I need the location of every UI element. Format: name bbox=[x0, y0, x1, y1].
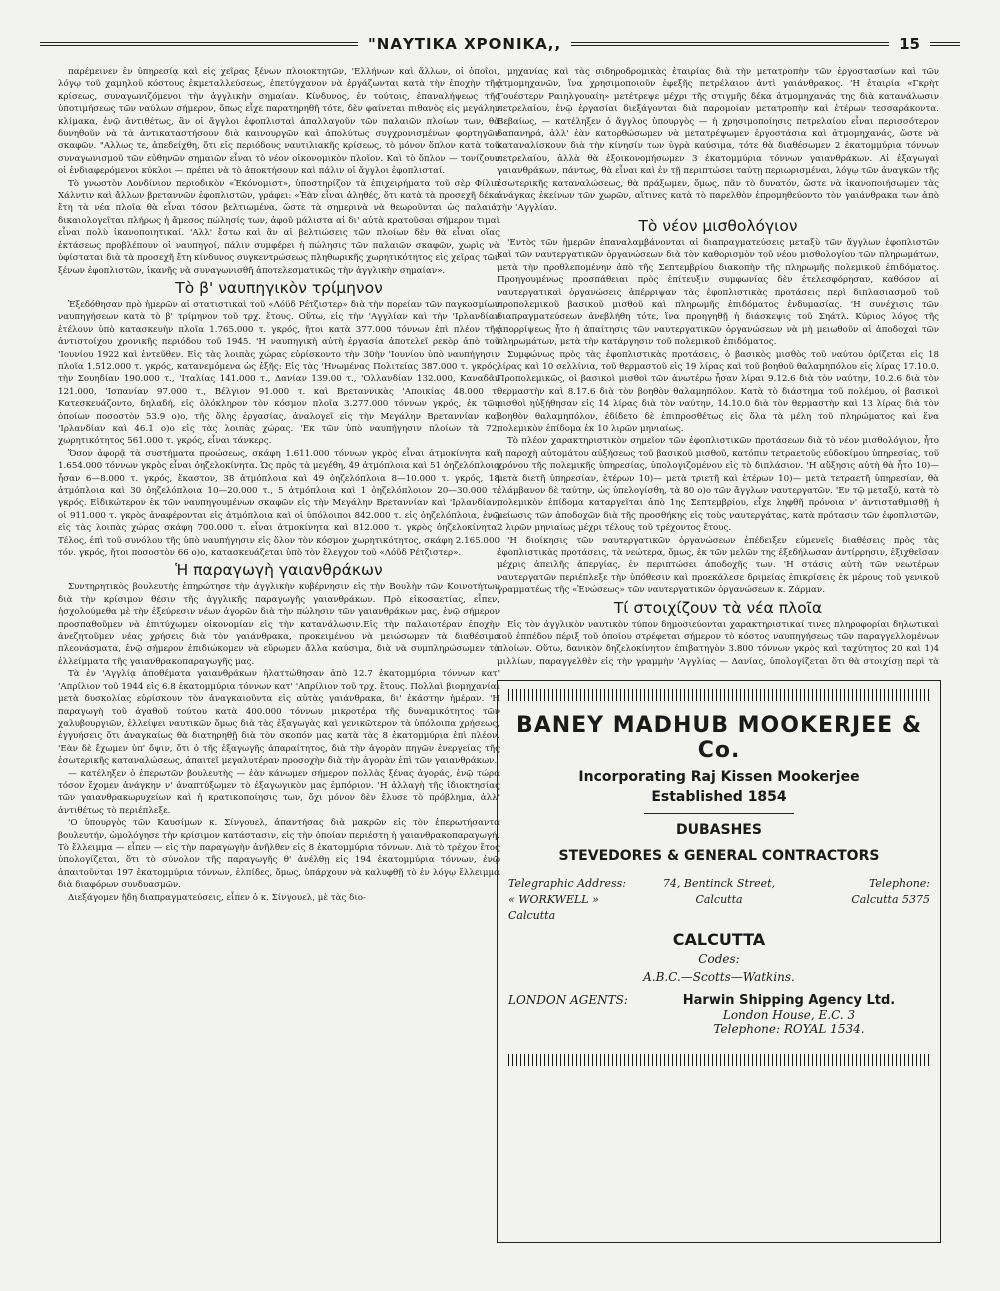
ad-codes-value: A.B.C.—Scotts—Watkins. bbox=[643, 970, 795, 984]
article-paragraph: 'Ο ὑπουργὸς τῶν Καυσίμων κ. Σίνγουελ, ἀπαντήσας διὰ μακρῶν εἰς τὸν ἐπερωτήσαντα βουλευτήν, ὡμολόγησε τὴν κρίσιμον κατάστασιν, εἰς τὴν ὁποίαν περιέστη ἡ γαιανθρακοπαραγωγή. Τὸ ἔλλειμμα — εἶπεν — εἰς τὴν παραγωγὴν ἀνῆλθεν εἰς 8 ἑκατομμύρια τόννων. Διὰ τὸ τρέχον ἔτος ὑπολογίζεται, ὅτι τὸ σύνολον τῆς παραγωγῆς θ' ἀνέλθῃ εἰς 194 ἑκατομμύρια τόννων, ἐνῷ ἀπαιτοῦνται 197 ἑκατομμύρια τόννων, ἐλπίδες, ὅμως, ὑπάρχουν νὰ καλυφθῇ τὸ ἐν λόγῳ ἔλλειμμα διὰ διαφόρων συνδυασμῶν. bbox=[58, 818, 500, 891]
ad-street-address: 74, Bentinck Street, bbox=[662, 877, 776, 890]
article-paragraph: Τὰ ἐν 'Αγγλίᾳ ἀποθέματα γαιανθράκων ἠλαττώθησαν ἀπὸ 12.7 ἑκατομμύρια τόννων κατ' 'Απρίλιον τοῦ 1944 εἰς 6.8 ἑκατομμύρια τόννων κατ' 'Απρίλιον τοῦ τρχ. ἔτους. Πολλαὶ βιομηχανίαι μετὰ δυσκολίας εὑρίσκουν τὸν ἀναγκαιοῦντα εἰς αὐτὰς γαιάνθρακα, δι' ἑκάστην ἡμέραν. 'Η παραγωγὴ τοῦ ἀγαθοῦ τούτου κατὰ 400.000 τόννων μικροτέρα τῆς δυναμικότητος τῶν χαλυβουργιῶν, ἐλλείψει ναυτικῶν ὅμως διὰ τὰς ἐξαγωγὰς καὶ γενικῶτερον τὰ ὑπόλοιπα χρήσεως, ἐγγυήσεις ὅτι ἀναγκαίως θὰ διατηρηθῇ διὰ τὸν σκοπόν μας κατὰ τὰς 8 ἑκατομμύρια ἐπὶ πλέον. 'Εὰν δὲ ἔχωμεν ὑπ' ὄψιν, ὅτι ὁ τῆς ἐξαγωγῆς ἀπαραίτητος, διὰ τὴν ἀγορὰν πηγῶν ἐνεργείας τῆς ἐσωτερικῆς καταναλώσεως, ἀπαιτεῖ μεγαλυτέραν προσοχὴν διὰ τὴν ἀγορὰν ἐπὶ τῶν γαιανθράκων. bbox=[58, 669, 500, 767]
ad-agents-name: Harwin Shipping Agency Ltd. bbox=[682, 993, 896, 1008]
header-rule-end bbox=[930, 42, 960, 46]
ad-codes-label: Codes: bbox=[698, 952, 740, 966]
ad-established: Established 1854 bbox=[651, 789, 787, 805]
publication-title: "ΝΑΥΤΙΚΑ ΧΡΟΝΙΚΑ,, bbox=[367, 35, 562, 53]
header-rule-left bbox=[40, 42, 358, 46]
ad-divider bbox=[644, 813, 794, 814]
ad-telephone bbox=[789, 876, 930, 924]
ad-hatch-bottom bbox=[508, 1054, 930, 1066]
ad-telephone-value: Calcutta 5375 bbox=[851, 893, 931, 906]
ad-contact-row bbox=[508, 876, 930, 924]
section-heading-wages: Τὸ νέον μισθολόγιον bbox=[638, 216, 798, 235]
article-paragraph: Συμφώνως πρὸς τὰς ἐφοπλιστικὰς προτάσεις, ὁ βασικὸς μισθὸς τοῦ ναύτου ὁρίζεται εἰς 18 λίρας καὶ 10 σελλίνια, τοῦ θερμαστοῦ εἰς 19 λίρας καὶ τοῦ βοηθοῦ θαλαμηπόλου εἰς λίρας 17.10.0. Προπολεμικῶς, οἱ βασικοὶ μισθοὶ τῶν ἀνωτέρω ἦσαν λίραι 9.12.6 διὰ τὸν ναύτην, 10.2.6 διὰ τὸν θερμαστὴν καὶ 8.17.6 διὰ τὸν βοηθὸν θαλαμηπόλον. Κατὰ τὸ διάστημα τοῦ πολέμου, οἱ βασικοὶ μισθοὶ ηὐξήθησαν εἰς 14 λίρας διὰ τὸν ναύτην, 14.10.0 διὰ τὸν θερμαστὴν καὶ 13 λίρας διὰ τὸν βοηθὸν θαλαμηπόλον, ἐδίδετο δὲ ἐπιπροσθέτως εἰς ὅλα τὰ μέλη τοῦ πληρώματος καὶ ἕνα πολεμικὸν ἐπίδομα ἐκ 10 λιρῶν μηνιαίως. bbox=[497, 349, 939, 434]
article-paragraph: — κατέληξεν ὁ ἐπερωτῶν βουλευτὴς — ἐὰν κάνωμεν σήμερον πολλὰς ξένας ἀγοράς, ἐνῷ τώρα τόσον ἔχομεν ἀνάγκην ν' ἀναπτύξωμεν τὸ ἐξαγωγικὸν μας ἐμπόριον. 'Η ἀλλαγὴ τῆς ἰδιοκτησίας τῶν γαιανθρακωρυχείων καὶ ἡ κρατικοποίησις των, ὄχι μόνον δὲν ἔλυσε τὸ πρόβλημα, ἀλλ' ἀντιθέτως τὸ περιέπλεξε. bbox=[58, 768, 500, 816]
article-paragraph: 'Η διοίκησις τῶν ναυτεργατικῶν ὀργανώσεων ἐπέδειξεν εὐμενεῖς διαθέσεις πρὸς τὰς ἐφοπλιστικὰς προτάσεις, τὰ νεώτερα, ὅμως, ἐκ τῶν μελῶν της ἐξεδήλωσαν ἀντίρρησιν, ἐξιχθεῖσαν μέχρις ἀπειλῆς ἀπεργίας, ἐν περιπτώσει ἀποδοχῆς των. 'Η στάσις αὐτὴ τῶν νεωτέρων ναυτεργατῶν περιέπλεξε τὴν ὑπόθεσιν καὶ προεκάλεσε δριμείας ἐπικρίσεις ἐκ μέρους τοῦ γενικοῦ γραμματέως τῆς «Ἐνώσεως» τῶν ναυτεργατικῶν ὀργανώσεων κ. Ζάρμαν. bbox=[497, 535, 939, 596]
ad-agents-row bbox=[508, 993, 930, 1036]
article-paragraph: 'Εντὸς τῶν ἡμερῶν ἐπαναλαμβάνονται αἱ διαπραγματεύσεις μεταξὺ τῶν ἄγγλων ἐφοπλιστῶν καὶ τῶν ναυτεργατικῶν ὀργανώσεων διὰ τὸν καθορισμὸν τοῦ νέου μισθολογίου τῶν πληρωμάτων, μετὰ τὴν προθλεπομένην ἀπὸ τῆς Σεπτεμβρίου διακοπὴν τῆς πληρωμῆς πολεμικοῦ ἐπιδόματος. Προηγουμένως προσπάθειαι πρὸς ἐπίτευξιν συμφωνίας δὲν ἐτελεσφόρησαν, καθόσον αἱ ναυτεργατικαὶ ὀργανώσεις ἀπέρριψαν τὰς ἐφοπλιστικὰς προτάσεις περὶ διπλασιασμοῦ τοῦ προπολεμικοῦ βασικοῦ μισθοῦ καὶ πληρωμῆς ἐπιδόματος ἐνδυμασίας. 'Η συνέχισις τῶν διαπραγματεύσεων ἀνεβλήθη τότε, ἵνα προηγηθῇ ἡ διάσκεψις τοῦ Σηάτλ. Κύριος λόγος τῆς ἀπορρίψεως ἦτο ἡ ἀπαίτησις τῶν ναυτεργατικῶν ὀργανώσεων νὰ μὴ μειωθοῦν αἱ ἀποδοχαὶ τῶν πληρωμάτων, μετὰ τὴν κατάργησιν τοῦ πολεμικοῦ ἐπιδόματος. bbox=[497, 237, 939, 348]
ad-street-city: Calcutta bbox=[695, 893, 743, 906]
ad-agents-details bbox=[648, 993, 930, 1036]
section-heading-shipbuilding: Τὸ β' ναυπηγικὸν τρίμηνον bbox=[175, 278, 383, 297]
ad-agents-address: London House, E.C. 3 bbox=[722, 1008, 856, 1022]
ad-telephone-label: Telephone: bbox=[868, 877, 931, 890]
article-paragraph: Ἐξεδόθησαν πρὸ ἡμερῶν αἱ στατιστικαὶ τοῦ «Λόϋδ Ρέτζιστερ» διὰ τὴν πορείαν τῶν παγκοσμίων ναυπηγήσεων κατὰ τὸ β' τρίμηνον τοῦ τρχ. ἔτους. Οὕτω, εἰς τὴν 'Αγγλίαν καὶ τὴν 'Ιρλανδίαν ἐτέλουν ὑπὸ κατασκευὴν πλοῖα 1.765.000 τ. γκρός, ἤτοι κατὰ 377.000 τόννων ἐπὶ πλέον τῆς ἀντιστοίχου χρονικῆς περιόδου τοῦ 1945. 'Η ναυπηγικὴ αὐτὴ ἐργασία ἀποτελεῖ ρεκὸρ ἀπὸ τοῦ 'Ιουνίου 1922 καὶ ἐντεῦθεν. Εἰς τὰς λοιπὰς χώρας εὑρίσκοντο τὴν 30ὴν 'Ιουνίου ὑπὸ ναυπήγησιν πλοῖα 1.512.000 τ. γκρός, κατανεμόμενα ὡς ἑξῆς: Εἰς τὰς 'Ηνωμένας Πολιτείας 387.000 τ. γκρός, τὴν Σουηδίαν 190.000 τ., 'Ιταλίας 141.000 τ., Δανίαν 139.00 τ., 'Ολλανδίαν 132.000, Καναδᾶν 121.000, 'Ισπανίαν 97.000 τ., Βέλγιον 91.000 τ. καὶ Βρεταννικὰς 'Αποικίας 48.000 τ. Κατεσκευάζοντο, δηλαδή, εἰς ὁλόκληρον τὸν κόσμον πλοῖα 3.277.000 τόννων γκρός, ἐκ τῶν ὁποίων ποσοστὸν 53.9 ο)ο, τῆς ὅλης ἐργασίας, ἀναλογεῖ εἰς τὴν Μεγάλην Βρεταννίαν καὶ 'Ιρλανδίαν καὶ 46.1 ο)ο εἰς τὰς λοιπὰς χώρας. 'Εκ τῶν ὑπὸ ναυπήγησιν πλοίων τὰ 72, χωρητικότητος 561.000 τ. γκρός, εἶναι τάνκερς. bbox=[58, 299, 500, 447]
article-paragraph: Συντηρητικὸς βουλευτὴς ἐπηρώτησε τὴν ἀγγλικὴν κυβέρνησιν εἰς τὴν Βουλὴν τῶν Κοινοτήτων διὰ τὴν κρίσιμον θέσιν τῆς ἀγγλικῆς παραγωγῆς γαιανθράκων. Πρὸ εἰκοσαετίας, εἶπεν, ἠσχολούμεθα μὲ τὴν ἐξεύρεσιν νέων ἀγορῶν διὰ τὴν πώλησιν τῶν γαιανθράκων μας, ἐνῷ σήμερον προσπαθοῦμεν νὰ ἐπιτύχωμεν οἰκονομίαν εἰς τὴν κατανάλωσιν.Εἰς τὴν παλαιοτέραν ἐποχὴν ἀνεζητοῦμεν νέας χρήσεις διὰ τὸν γαιάνθρακα, προκειμένου νὰ μειώσωμεν τὰ διαθέσιμα πλεονάσματα, ἐνῷ σήμερον ἐπιδιώκομεν νὰ εὕρωμεν ἄλλα καύσιμα, διὰ νὰ συμπληρώσωμεν τὰ ἐλλείμματα τῆς γαιανθρακοπαραγωγῆς μας. bbox=[58, 582, 500, 667]
article-paragraph: Εἰς τὸν ἀγγλικὸν ναυτικὸν τύπον δημοσιεύονται χαρακτηριστικαί τινες πληροφορίαι δηλωτικαὶ τοῦ ἐππέδου πέριξ τοῦ ὁποίου στρέφεται σήμερον τὸ κόστος ναυπηγήσεως τῶν παραγγελλομένων πλοίων. Οὕτω, δανικὸν δηζελοκίνητον ἐπιβατηγὸν 3.800 τόννων γκρὸς καὶ ταχύτητος 20 καὶ 1)4 μιλλίων, παραγγελθὲν εἰς τὴν γραμμὴν 'Αγγλίας — Δανίας, ὑπολογίζεται ὅτι θὰ στοιχίσῃ περὶ τὰ bbox=[497, 619, 939, 667]
ad-telegraphic-label: Telegraphic Address: bbox=[508, 877, 626, 890]
ad-incorporating: Incorporating Raj Kissen Mookerjee bbox=[578, 769, 860, 785]
article-paragraph: Τὸ γνωστὸν Λονδίνιον περιοδικὸν «Ἐκόνομιστ», ὑποστηρίζον τὰ ἐπιχειρήματα τοῦ σὲρ Φίλιπ Χάλντιν καὶ ἄλλων βρεταννῶν ἐφοπλιστῶν, γράφει: «Ἐὰν εἶναι ἀληθές, ὅτι κατὰ τὰ προσεχῆ δέκα ἔτη τὰ νέα πλοῖα θὰ εἶναι τόσον βελτιωμένα, ὥστε τὰ σημερινὰ νὰ θεωροῦνται ὡς παλαιά, δικαιολογεῖται πλήρως ἡ ἄμεσος πώλησίς των, ἀφοῦ μάλιστα αἱ δι' αὐτὰ κρατοῦσαι σήμερον τιμαὶ εἶναι πολὺ ἱκανοποιητικαί. 'Αλλ' ἔστω καὶ ἂν αἱ βελτιώσεις τῶν πλοίων δὲν θὰ εἶναι οἵας ἐκτάσεως προβλέπουν οἱ ναυπηγοί, πάλιν συμφέρει ἡ πώλησις τῶν παλαιῶν σκαφῶν, χωρὶς νὰ ὑφίσταται διὰ τὰ προσεχῆ ἔτη κίνδυνος συγκεντρώσεως πληθωρικῆς χωρητικότητος εἰς χεῖρας τῶν ξένων ἐφοπλιστῶν, ἱκανῆς νὰ συναγωνισθῆ ἀποτελεσματικῶς τὴν ἀγγλικὴν σημαίαν». bbox=[58, 178, 500, 276]
header-rule-right bbox=[571, 42, 889, 46]
article-paragraph: Διεξάγομεν ἤδη διαπραγματεύσεις, εἶπεν ὁ κ. Σίνγουελ, μὲ τὰς διο- bbox=[68, 892, 366, 903]
section-heading-ship-costs: Τί στοιχίζουν τὰ νέα πλοῖα bbox=[613, 598, 823, 617]
right-column bbox=[497, 66, 939, 668]
ad-agents-phone: Telephone: ROYAL 1534. bbox=[713, 1022, 865, 1036]
ad-telegraphic-value: « WORKWELL » Calcutta bbox=[508, 893, 599, 922]
article-paragraph: μηχανίας καὶ τὰς σιδηροδρομικὰς ἑταιρίας διὰ τὴν μετατροπὴν τῶν ἐργοστασίων καὶ τῶν ἀτμομηχανῶν, ἵνα χρησιμοποιοῦν ἐφεξῆς πετρέλαιον ἀντὶ γαιάνθρακος. 'Η ἑταιρία «Γκρὴτ Γουέστερν Ραιηλγουαίη» μετέτρεψε μέχρι τῆς στιγμῆς δέκα ἀτμομηχανάς της διὰ κατανάλωσιν πετρελαίου, ἐνῷ ἐργασίαι διεξάγονται διὰ παρομοίαν μετατροπὴν καὶ ἑτέρων τεσσαράκοντα. Βεβαίως, — κατέληξεν ὁ ἄγγλος ὑπουργὸς — ἡ χρησιμοποίησις πετρελαίου εἶναι περισσότερον δαπανηρά, ἀλλ' ἐὰν κατορθώσωμεν νὰ μετατρέψωμεν ἐργοστάσια καὶ ἀτμομηχανάς, ὥστε νὰ καταναλίσκουν διὰ τὴν κίνησίν των ὑγρὰ καύσιμα, τότε θὰ διαθέσωμεν 2 ἑκατομμύρια τόννων πετρελαίου, ἀλλὰ θὰ ἐξοικονομήσωμεν 3 ἑκατομμύρια τόννων γαιανθράκων. Αἱ ἐξαγωγαὶ γαιανθράκων, πάντως, θὰ εἶναι καὶ ἐν τῇ περιπτώσει ταύτῃ περιωρισμέναι, λόγῳ τῶν ἀναγκῶν τῆς ἐσωτερικῆς καταναλώσεως, θὰ πράξωμεν, ὅμως, πᾶν τὸ δυνατόν, ὥστε νὰ ἱκανοποιήσωμεν τὰς ἀνάγκας ἐκείνων τῶν χωρῶν, αἵτινες κατὰ τὸ παρελθὸν ἐπρομηθεύοντο τὸν γαιάνθρακα των ἀπὸ τὴν 'Αγγλίαν. bbox=[497, 67, 939, 214]
section-heading-coal: Ἡ παραγωγὴ γαιανθράκων bbox=[175, 561, 383, 580]
ad-company-name: BANEY MADHUB MOOKERJEE & Co. bbox=[515, 713, 923, 763]
advertisement-box bbox=[497, 680, 941, 1243]
ad-dubashes: DUBASHES bbox=[676, 822, 762, 838]
ad-hatch-top bbox=[508, 689, 930, 701]
page-header bbox=[40, 30, 960, 58]
ad-agents-label: LONDON AGENTS: bbox=[508, 993, 628, 1007]
left-column bbox=[58, 66, 500, 1266]
article-paragraph: Ὅσον ἀφορᾷ τὰ συστήματα προώσεως, σκάφη 1.611.000 τόννων γκρὸς εἶναι ἀτμοκίνητα καὶ 1.654.000 τόννων γκρὸς εἶναι ὀηζελοκίνητα. Ὡς πρὸς τὰ μεγέθη, 49 ἀτμόπλοια καὶ 51 ὀηζελόπλοια ἦσαν 6—8.000 τ. γκρός, ἕκαστον, 38 ἀτμόπλοια καὶ 49 ὀηζελόπλοια 8—10.000 τ. γκρός, 18 ἀτμόπλοια καὶ 30 ὀηζελόπλοια 10—20.000 τ., 5 ἀτμόπλοια καὶ 1 ὀηζελόπλοιον 20—30.000 τ. γκρός. Εἰδικώτερον ἐκ τῶν ναυπηγουμένων σκαφῶν εἰς τὴν Μεγάλην Βρεταννίαν καὶ 'Ιρλανδίαν, οἱ 911.000 τ. γκρὸς ἀναφέρονται εἰς ἀτμόπλοια καὶ οἱ ὑπόλοιποι 842.000 τ. εἰς ὀηζελόπλοια, ἐνῷ εἰς τὰς λοιπὰς χώρας σκάφη 700.000 τ. εἶναι ἀτμοκίνητα καὶ 812.000 τ. γκρὸς ὀηζελοκίνητα. Τέλος, ἐπὶ τοῦ συνόλου τῆς ὑπὸ ναυπήγησιν εἰς ὅλον τὸν κόσμον χωρητικότητος, σκάφη 2.165.000 τόν. γκρός, ἤτοι ποσοστὸν 66 ο)ο, κατασκευάζεται ὑπὸ τὸν ἔλεγχον τοῦ «Λόϋδ Ρέτζιστερ». bbox=[58, 448, 500, 559]
ad-telegraphic bbox=[508, 876, 649, 924]
article-paragraph: παρέμεινεν ἐν ὑπηρεσίᾳ καὶ εἰς χεῖρας ξένων πλοιοκτητῶν, 'Ελλήνων καὶ ἄλλων, οἱ ὁποῖοι, λόγῳ τοῦ χαμηλοῦ κόστους ἐκμεταλλεύσεως, ἐπετύγχανον νὰ ἐργάζωνται κατὰ τὴν ἐποχὴν τῆς κρίσεως, συναγωνιζόμενοι τὴν ἀγγλικὴν σημαίαν. Κίνδυνος, ἐν τούτοις, ἐπαναλήψεως τῆς ὑποτιμήσεως τῶν ναύλων σήμερον, ὅπως εἶχε παρατηρηθῆ τότε, δὲν φαίνεται πιθανὸς εἰς μεγάλην κλίμακα, ἐνῷ ἀντιθέτως, ἂν οἱ ἄγγλοι ἐφοπλισταὶ ἀπαλλαγοῦν τῶν παλαιῶν πλοίων των, θὰ δυνηθοῦν νὰ τὰ ἀντικαταστήσουν διὰ καινουργῶν καὶ ἀπολύτως συγχρονισμένων φορτηγῶν σκαφῶν. "Αλλως τε, ἀπεδείχθη, ὅτι εἰς περιόδους ναυτιλιακῆς κρίσεως, τὸ μόνον ὅπλον κατὰ τοῦ συναγωνισμοῦ τῶν εὐθηνῶν σημαιῶν εἶναι τὸ νέον οἰκονομικὸν πλοῖον. Καὶ τὸ ὅπλον — τονίζουν οἱ ἐνδιαφερόμενοι κύκλοι — πρέπει νὰ τὸ ἀποκτήσουν καὶ πάλιν οἱ ἄγγλοι ἐφοπλισταί. bbox=[58, 67, 500, 177]
page-number: 15 bbox=[899, 35, 920, 53]
ad-city: CALCUTTA bbox=[672, 930, 766, 949]
ad-street bbox=[649, 876, 790, 924]
ad-services: STEVEDORES & GENERAL CONTRACTORS bbox=[558, 848, 880, 864]
article-paragraph: Τὸ πλέον χαρακτηριστικὸν σημεῖον τῶν ἐφοπλιστικῶν προτάσεων διὰ τὸ νέον μισθολόγιον, ἦτο ἡ παροχὴ αὐτομάτου αὐξήσεως τοῦ βασικοῦ μισθοῦ, κατόπιν τετραετοῦς εὐδοκίμου ὑπηρεσίας, τοῦ χρόνου τῆς πολεμικῆς ὑπηρεσίας, ὑπολογιζομένου εἰς τὸ διπλάσιον. 'Η αὔξησις αὐτὴ θὰ ἦτο 10)— μετὰ διετῆ ὑπηρεσίαν, ἑτέρων 10)— μετὰ τριετῆ καὶ ἑτέρων 10)— μετὰ τετραετῆ ὑπηρεσίαν, θὰ ἐλάμβανον δὲ ταύτην, ὡς ὑπελογίσθη, τὰ 80 ο)ο τῶν ἄγγλων ναυτεργατῶν. 'Εν τῷ μεταξύ, κατὰ τὸ πολεμικὸν ἐπίδομα καταργεῖται ἀπὸ 1ης Σεπτεμβρίου, εἶχε ληφθῆ πρόνοια ν' ἀντισταθμισθῇ ἡ μείωσις τῶν ἀποδοχῶν διὰ τῆς προσθήκης εἰς τοὺς ναυτεργάτας, κατὰ πρότασιν τῶν ἐφοπλιστῶν, 2 λιρῶν μηνιαίως μέχρι τέλους τοῦ τρέχοντος ἔτους. bbox=[497, 436, 939, 534]
